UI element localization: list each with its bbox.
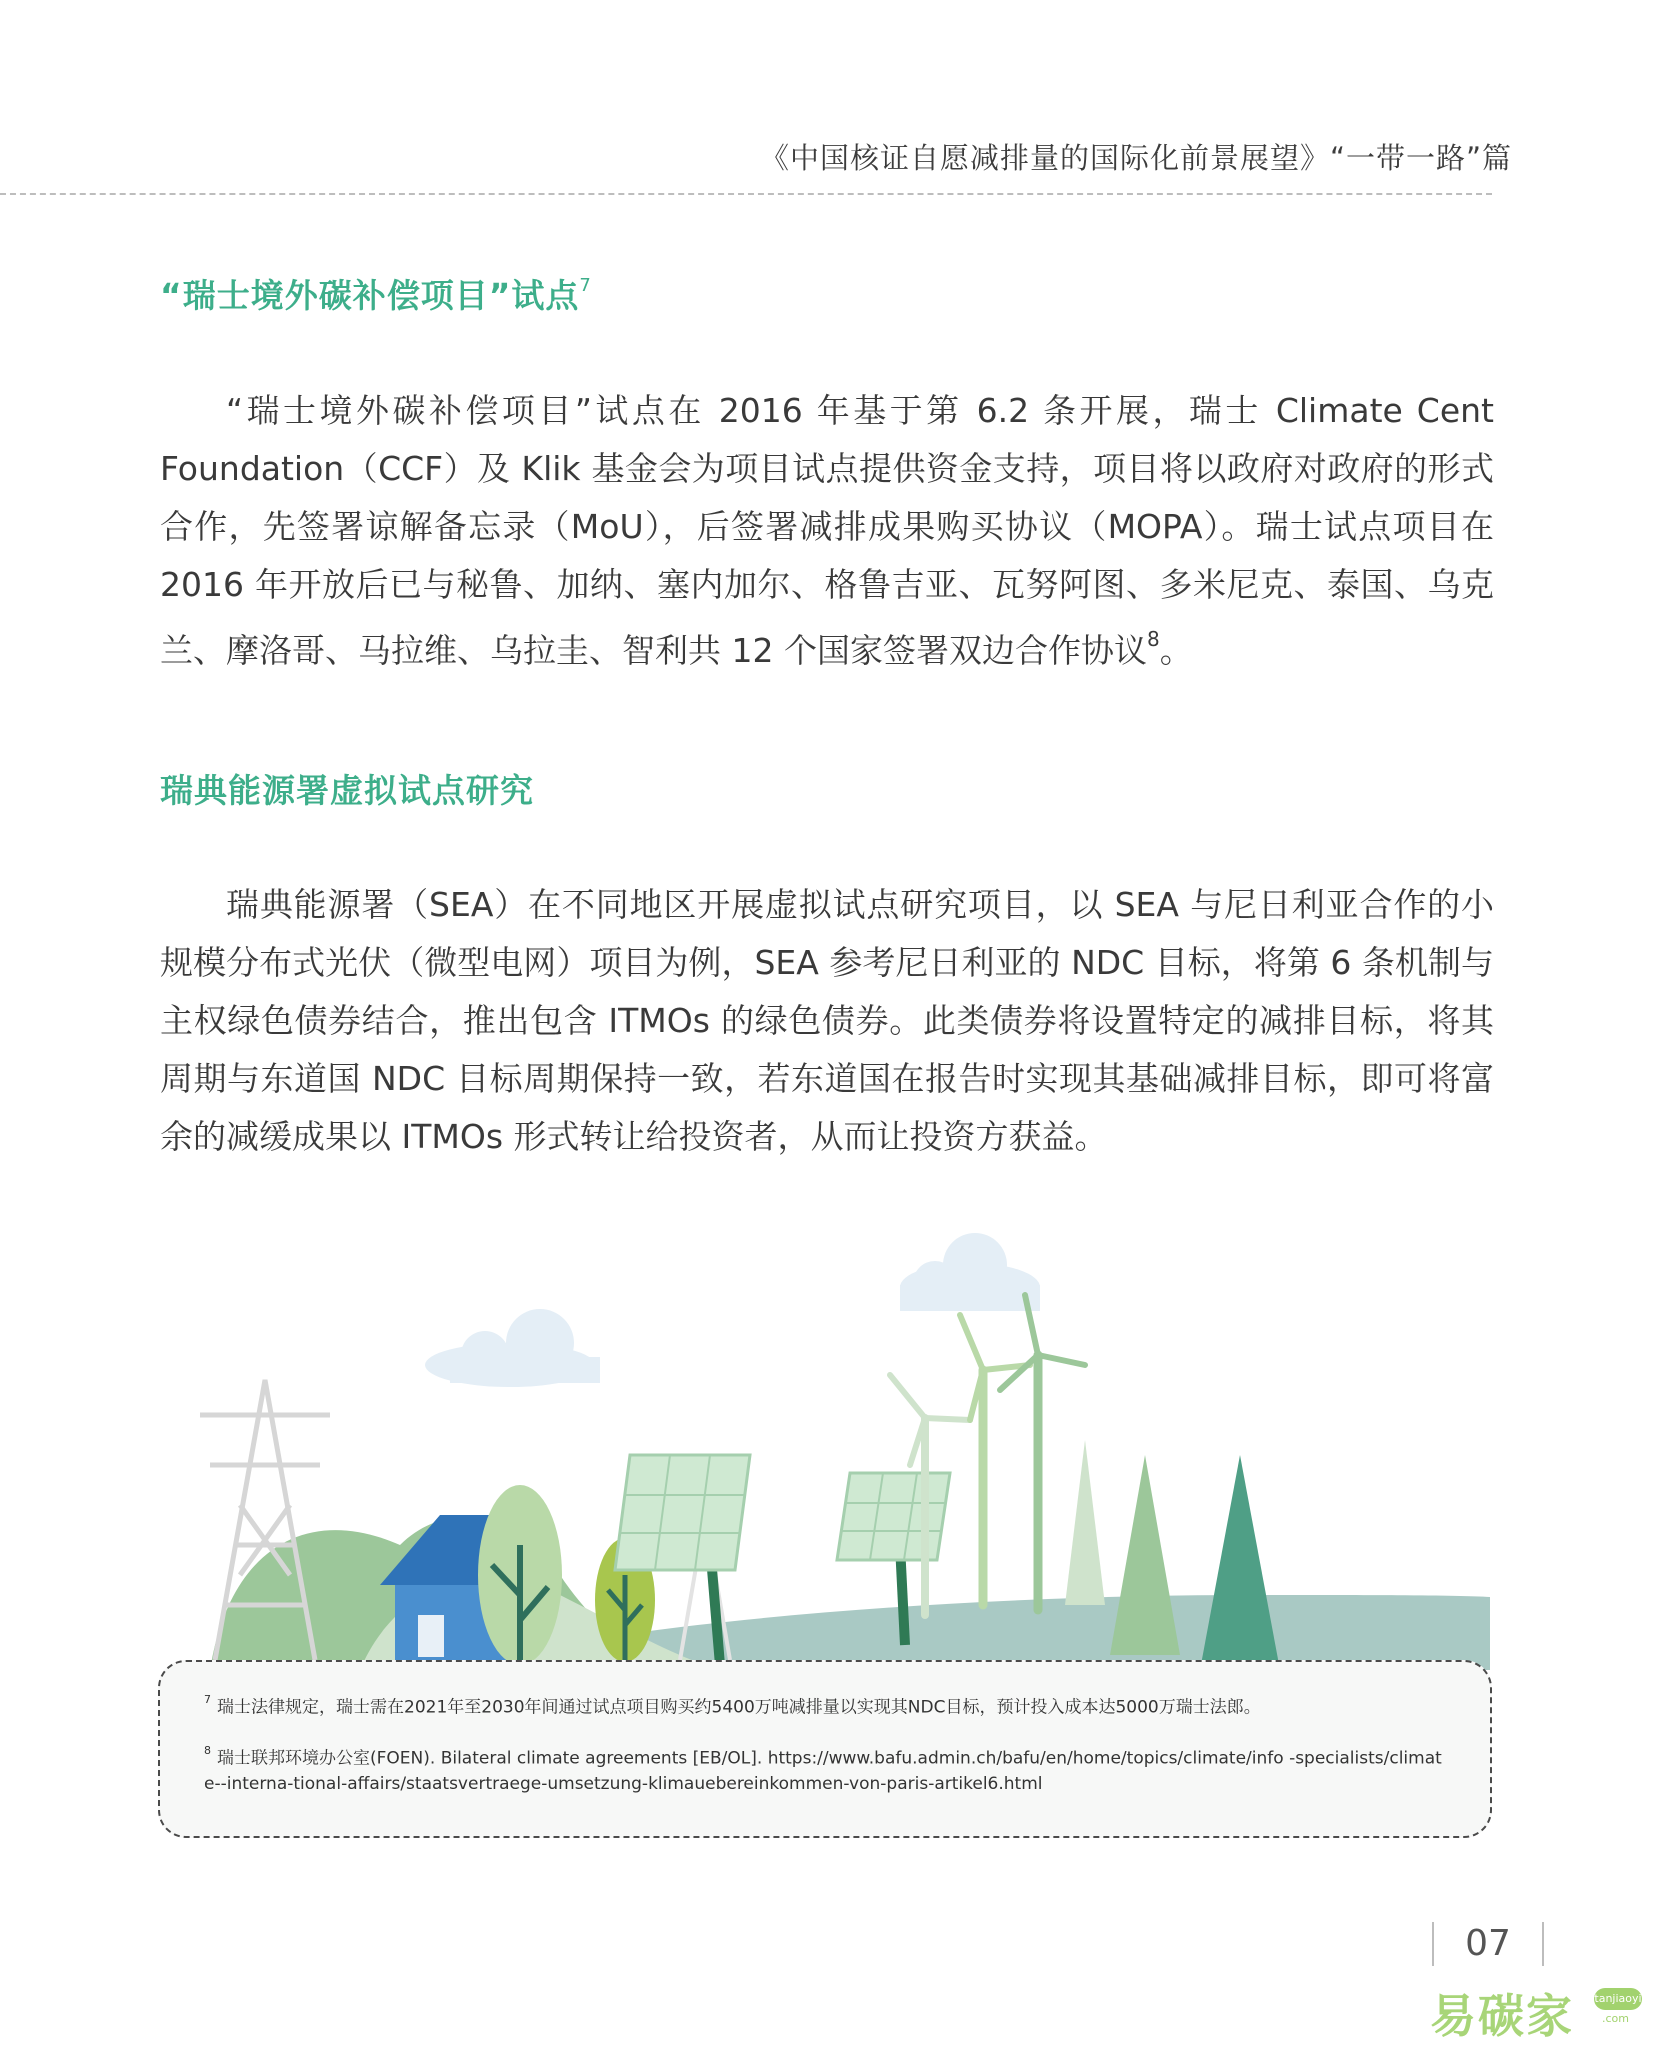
cloud-icon [425, 1309, 600, 1387]
footnote-marker: 8 [204, 1743, 211, 1757]
paragraph-swiss-pilot [160, 382, 1494, 680]
footnote-ref-8[interactable]: 8 [1146, 627, 1160, 651]
paragraph-sweden-pilot: 瑞典能源署（SEA）在不同地区开展虚拟试点研究项目，以 SEA 与尼日利亚合作的小规模分布式光伏（微型电网）项目为例，SEA 参考尼日利亚的 NDC 目标，将第 6 条机制与主权绿色债券结合，推出包含 ITMOs 的绿色债券。此类债券将设置特定的减排目标，将其周期与东道国 NDC 目标周期保持一致，若东道国在报告时实现其基础减排目标，即可将富余的减缓成果以 ITMOs 形式转让给投资者，从而让投资方获益。 [160, 885, 1494, 1156]
header-divider [0, 193, 1492, 195]
footnote-text: 瑞士法律规定，瑞士需在2021年至2030年间通过试点项目购买约5400万吨减排量以实现其NDC目标，预计投入成本达5000万瑞士法郎。 [217, 1697, 1261, 1718]
renewable-energy-illustration [200, 1215, 1490, 1670]
footnote-marker: 7 [204, 1693, 211, 1706]
footnotes-box [158, 1660, 1492, 1838]
footnote-7 [204, 1690, 1450, 1721]
section-heading-sweden-pilot: 瑞典能源署虚拟试点研究 [160, 771, 534, 810]
footnote-ref-7[interactable]: 7 [579, 275, 592, 296]
watermark-badge: tanjiaoyi [1594, 1988, 1642, 2010]
wind-turbine-icon [960, 1315, 1030, 1605]
paragraph-end: 。 [1159, 631, 1193, 670]
footnote-8 [204, 1741, 1450, 1798]
paragraph-text: “瑞士境外碳补偿项目”试点在 2016 年基于第 6.2 条开展，瑞士 Climate Cent Foundation（CCF）及 Klik 基金会为项目试点提供资金支持，项目将以政府对政府的形式合作，先签署谅解备忘录（MoU），后签署减排成果购买协议（MOPA）。瑞士试点项目在 2016 年开放后已与秘鲁、加纳、塞内加尔、格鲁吉亚、瓦努阿图、多米尼克、泰国、乌克兰、摩洛哥、马拉维、乌拉圭、智利共 12 个国家签署双边合作协议 [160, 391, 1494, 670]
cloud-icon [900, 1233, 1040, 1311]
header-title: 《中国核证自愿减排量的国际化前景展望》“一带一路”篇 [759, 141, 1512, 175]
watermark-domain: .com [1602, 2012, 1629, 2025]
page-number: 07 [1432, 1922, 1544, 1966]
watermark-logo [1424, 1980, 1644, 2043]
watermark-text: 易碳家 [1430, 1989, 1574, 2043]
section-heading-swiss-pilot [160, 270, 592, 317]
footnote-text[interactable]: 瑞士联邦环境办公室(FOEN). Bilateral climate agreements [EB/OL]. https://www.bafu.admin.ch/bafu/en/home/topics/climate/info -specialists/climate--interna-tional-affairs/staatsvertraege-umsetzung-klimauebereinkommen-von-paris-artikel6.html [204, 1748, 1442, 1795]
section-heading-text: “瑞士境外碳补偿项目”试点 [160, 276, 580, 315]
